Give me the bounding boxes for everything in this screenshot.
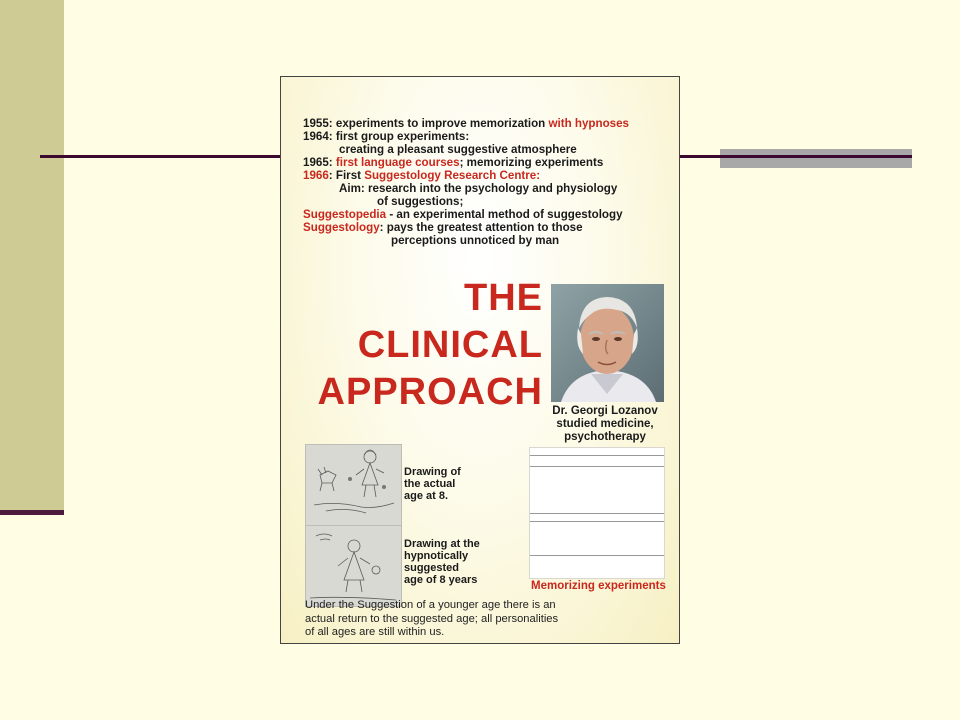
drawing1-line-3: age at 8. xyxy=(404,490,449,502)
sidebar-foot-rule xyxy=(0,510,64,515)
note-line-2: actual return to the suggested age; all personalities xyxy=(305,612,559,625)
lozanov-portrait-photo xyxy=(551,284,664,402)
timeline-text-run: - an experimental method of suggestology xyxy=(386,208,623,221)
note-line-3: of all ages are still within us. xyxy=(305,626,445,638)
timeline-line xyxy=(303,195,678,208)
caption-line-3: psychotherapy xyxy=(564,431,646,443)
timeline-text-run: creating a pleasant suggestive atmosphere xyxy=(339,143,577,156)
title-rule-right xyxy=(678,155,912,158)
drawing2-line-2: hypnotically xyxy=(404,550,469,562)
timeline-highlight: Suggestology Research Centre: xyxy=(364,169,541,182)
drawing2-line-3: suggested xyxy=(404,562,460,574)
poster-note xyxy=(305,599,605,640)
title-rule-left xyxy=(40,155,282,158)
memorizing-experiments-label: Memorizing experiments xyxy=(531,580,666,592)
timeline-text-run: of suggestions; xyxy=(377,195,464,208)
timeline-text-run: ; memorizing experiments xyxy=(459,156,604,169)
title-line-3: APPROACH xyxy=(317,371,543,413)
timeline-line xyxy=(303,208,678,221)
caption-line-1: Dr. Georgi Lozanov xyxy=(552,405,658,417)
timeline-highlight: first language courses xyxy=(335,156,460,169)
timeline-line xyxy=(303,130,678,143)
timeline-line xyxy=(303,182,678,195)
memorizing-results-table-image xyxy=(529,447,665,579)
timeline-highlight: 1966 xyxy=(303,169,329,182)
left-sidebar-band xyxy=(0,0,64,512)
timeline-line xyxy=(303,143,678,156)
timeline-line xyxy=(303,234,678,247)
caption-line-2: studied medicine, xyxy=(556,418,654,430)
timeline-text-run: 1965: xyxy=(303,156,336,169)
timeline-line xyxy=(303,221,678,234)
timeline-line xyxy=(303,117,678,130)
timeline-text-run: : pays the greatest attention to those xyxy=(379,221,583,234)
title-rule-block xyxy=(720,149,912,168)
timeline-text-run: : First xyxy=(328,169,365,182)
drawing2-line-1: Drawing at the xyxy=(404,538,480,550)
timeline-text-run: 1955: experiments to improve memorization xyxy=(303,117,549,130)
clinical-approach-poster xyxy=(280,76,680,644)
child-drawing-suggested-age xyxy=(305,525,402,607)
timeline-line xyxy=(303,156,678,169)
note-line-1: Under the Suggestion of a younger age there is an xyxy=(305,599,556,611)
timeline-line xyxy=(303,169,678,182)
drawing1-label xyxy=(404,466,461,502)
timeline-highlight: with hypnoses xyxy=(548,117,630,130)
drawing2-line-4: age of 8 years xyxy=(404,574,478,586)
title-line-1: THE xyxy=(464,277,543,319)
timeline-text-run: 1964: first group experiments: xyxy=(303,130,470,143)
drawing1-line-2: the actual xyxy=(404,478,456,490)
drawing1-line-1: Drawing of xyxy=(404,466,461,478)
child-drawing-actual-age xyxy=(305,444,402,526)
poster-title xyxy=(303,275,543,416)
timeline-text xyxy=(303,117,678,247)
timeline-highlight: Suggestology xyxy=(303,221,380,234)
portrait-caption xyxy=(543,405,667,444)
title-line-2: CLINICAL xyxy=(357,324,543,366)
timeline-text-run: Aim: research into the psychology and physiology xyxy=(339,182,618,195)
timeline-highlight: Suggestopedia xyxy=(303,208,387,221)
drawing2-label xyxy=(404,538,480,586)
timeline-text-run: perceptions unnoticed by man xyxy=(391,234,560,247)
